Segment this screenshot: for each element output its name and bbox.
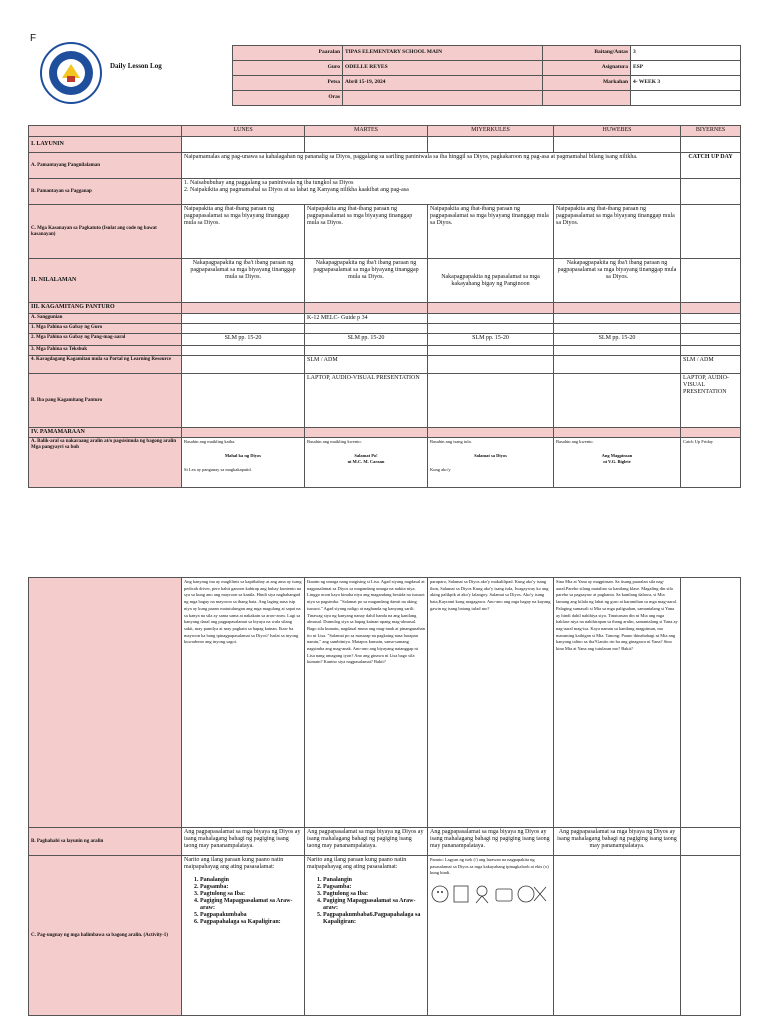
guro-value: ODELLE REYES — [343, 61, 543, 76]
page-marker: F — [30, 33, 37, 44]
list-item: 5. Pagpapakumbaba6.Pagpapahalaga sa Kapaligiran: — [323, 912, 425, 926]
catch-up-day: CATCH UP DAY — [681, 153, 741, 179]
asignatura-value: ESP — [631, 61, 741, 76]
paaralan-value: TIPAS ELEMENTARY SCHOOL MAIN — [343, 46, 543, 61]
doc-title: Daily Lesson Log — [110, 62, 162, 70]
day-martes: MARTES — [305, 126, 428, 137]
list-item: 4. Pagiging Mapagpasalamat sa Araw-araw: — [323, 898, 425, 912]
pamantayang-text: Naipamamalas ang pag-unawa sa kahalagahan ng pananalig sa Diyos, paggalang sa sariling paniniwala sa iba hinggil sa Diyos, pagkakaroon ng pag-asa at pagmamahal bilang isang nilikha. — [182, 153, 681, 179]
pag-uugnay-label: C. Pag-uugnay ng mga halimbawa sa bagong aralin. (Activity-1) — [29, 856, 182, 1016]
iba-martes: LAPTOP, AUDIO-VISUAL PRESENTATION — [305, 374, 428, 428]
story-lunes: Ang kanyang ina ay maglilinis sa kapitbahay at ang ama ay isang pedicab driver, pero kahit ganoon kahirap ang buhay kuntento na sya sa kung ano ang mayroon sa kanila. Hindi siya naghahangad ng mga bagay na mayroon sa ibang bata. Ang laging nasa isip niya ay kung paano matutulungan ang mga magulang at sapat na sa kanya na sila ay sama sama at nakakain sa araw-araw. Lagi sa kanyang dasal ang pagpapasalamat sa biyaya na wala silang sakit, may pamilya at may pagkain sa hapag kainan. Ikaw ba mayroon ka bang ipinagpapasalamat sa Diyos? Isulat sa inyong kuwaderno ang inyong sagot. — [182, 578, 305, 828]
pag-uugnay-lunes-intro: Narito ang ilang paraan kung paano natin maipapahayag ang ating pasasalamat: — [184, 857, 284, 870]
balik-martes — [305, 438, 428, 488]
balik-martes-intro: Basahin ang maikling kwento. — [307, 439, 362, 444]
story-miyerkules: paruparo, Salamat sa Diyos ako'y makalilipad. Kung ako'y isang ibon, Salamat sa Diyos Kung ako'y isang isda, Iwagayway ko ang aking palikpik at ako'y lalangoy. Salamat sa Diyos. Ako'y isang bata,Kayrami kong magagawa. Ano-ano ang mga bagay na kayang gawin ng isang batang tulad mo? — [428, 578, 554, 828]
list-item: 2. Pagsamba: — [323, 884, 425, 891]
kasanayan-huwebes: Naipapakita ang ibat-ibang paraan ng pagpapasalamat sa mga biyayang tinanggap mula sa Diyos. — [554, 205, 681, 259]
day-biyernes: BIYERNES — [681, 126, 741, 137]
corner-cell — [29, 126, 182, 137]
paaralan-label: Paaralan — [233, 46, 343, 61]
portal-martes: SLM / ADM — [305, 356, 428, 374]
paghahabi-martes: Ang pagpapasalamat sa mga biyaya ng Diyos ay isang mahalagang bahagi ng pagiging isang taong may pananampalataya. — [305, 828, 428, 856]
pagganap-text — [182, 179, 681, 205]
balik-huw-author: ni V.G. Biglete — [603, 459, 631, 464]
oras-label: Oras — [233, 91, 343, 106]
sanggunian-label: A. Sanggunian — [29, 314, 182, 324]
iba-label: B. Iba pang Kagamitang Panturo — [29, 374, 182, 428]
petsa-label: Petsa — [233, 76, 343, 91]
paghahabi-lunes: Ang pagpapasalamat sa mga biyaya ng Diyos ay isang mahalagang bahagi ng pagiging isang taong may pananampalataya. — [182, 828, 305, 856]
empty-cell — [631, 91, 741, 106]
pamantayang-label: A. Pamantayang Pangnilalaman — [29, 153, 182, 179]
activity-pictures-image — [430, 881, 548, 907]
pasasalamat-list-lunes — [184, 877, 302, 926]
pag-uugnay-martes — [305, 856, 428, 1016]
nilalaman-heading: II. NILALAMAN — [29, 259, 182, 303]
nilalaman-lunes: Nakapagpapakita ng iba't ibang paraan ng pagpapasalamat sa mga biyayang tinanggap mula sa Diyos. — [182, 259, 305, 303]
list-item: 4. Pagiging Mapagpasalamat sa Araw-araw: — [200, 898, 302, 912]
balik-lunes-title: Mahal ka ng Diyos — [224, 453, 262, 458]
story-row-label — [29, 578, 182, 828]
pag-uugnay-martes-intro: Narito ang ilang paraan kung paano natin maipapahayag ang ating pasasalamat: — [307, 857, 407, 870]
list-item: 6. Pagpapahalaga sa Kapaligiran: — [200, 919, 302, 926]
kasanayan-label: C. Mga Kasanayan sa Pagkatuto (Isulat ang code ng bawat kasanayan) — [29, 205, 182, 259]
markahan-value: 4- WEEK 3 — [631, 76, 741, 91]
pag-uugnay-lunes — [182, 856, 305, 1016]
list-item: 5. Pagpapakumbaba — [200, 912, 302, 919]
header-info-table — [232, 45, 741, 106]
story-martes: Ikaaim ng umaga nang magising si Lisa. Agad siyang nagdasal at nagpasalamat sa Diyos sa magandang umaga na nakita niya. Linggo noon kaya kinuha niya ang magandang bestida na isusuot niya sa pagsimba. "Salamat po sa magandang damit na aking isusuot." Agad siyang naligo at naghanda ng kanyang sarili. Tinawag siya ng kanyang nanay dahil handa na ang kanilang almusal. Dumulog siya sa hapag kainan upang mag-almusal. Bago sila kumain, nagdasal muna ang mag-anak at pinangunahan ito ni Lisa. "Salamat po sa masarap na pagkaing nasa harapan namin," ang sambitniya. Matapos kumain, sama-samang nagsimba ang mag-anak. Ano-ano ang biyayang natanggap ni Lisa nang umagang iyon? Ano ang ginawa ni Lisa bago sila kumain? Kanino siya nagpasalamat? Bakit? — [305, 578, 428, 828]
pagganap-label: B. Pamantayan sa Pagganap — [29, 179, 182, 205]
nilalaman-huwebes: Nakapagpapakita ng iba't ibang paraan ng pagpapasalamat sa mga biyayang tinanggap mula sa Diyos. — [554, 259, 681, 303]
balik-aral-label: A. Balik-aral sa nakaraang aralin at/o pagsisimula ng bagong aralin Mga pangyayri sa buh — [29, 438, 182, 488]
markahan-label: Markahan — [543, 76, 631, 91]
list-item: 1. Panalangin — [200, 877, 302, 884]
empty-cell — [543, 91, 631, 106]
kasanayan-miyerkules: Naipapakita ang ibat-ibang paraan ng pagpapasalamat sa mga biyayang tinanggap mula sa Diyos. — [428, 205, 554, 259]
guro-label: Guro — [233, 61, 343, 76]
pasasalamat-list-martes — [307, 877, 425, 926]
kasanayan-lunes: Naipapakita ang ibat-ibang paraan ng pagpapasalamat sa mga biyayang tinanggap mula sa Diyos. — [182, 205, 305, 259]
dll-table-page1 — [28, 125, 741, 488]
balik-huwebes — [554, 438, 681, 488]
sanggunian-martes: K-12 MELC- Guide p 34 — [305, 314, 428, 324]
list-item: 3. Pagtulong sa Iba: — [323, 891, 425, 898]
day-lunes: LUNES — [182, 126, 305, 137]
list-item: 2. Pagsamba: — [200, 884, 302, 891]
petsa-value: Abril 15-19, 2024 — [343, 76, 543, 91]
layunin-heading: I. LAYUNIN — [29, 137, 182, 153]
balik-miy-intro: Basahin ang isang tula. — [430, 439, 472, 444]
portal-biyernes: SLM / ADM — [681, 356, 741, 374]
day-miyerkules: MIYERKULES — [428, 126, 554, 137]
asignatura-label: Asignatura — [543, 61, 631, 76]
paghahabi-huwebes: Ang pagpapasalamat sa mga biyaya ng Diyos ay isang mahalagang bahagi ng pagiging isang taong may pananampalataya. — [554, 828, 681, 856]
baitang-label: Baitang/Antas — [543, 46, 631, 61]
balik-miy-line: Kung ako'y — [430, 467, 451, 472]
slm-martes: SLM pp. 15-20 — [305, 334, 428, 346]
pagganap-item-1: 1. Naisabubuhay ang paggalang sa paniniwala ng iba tungkol sa Diyos — [184, 180, 354, 186]
baitang-value: 3 — [631, 46, 741, 61]
nilalaman-martes: Nakapagpapakita ng iba't ibang paraan ng pagpapasalamat sa mga biyayang tinanggap mula sa Diyos. — [305, 259, 428, 303]
slm-huwebes: SLM pp. 15-20 — [554, 334, 681, 346]
day-huwebes: HUWEBES — [554, 126, 681, 137]
teksbuk-label: 3. Mga Pahina sa Teksbuk — [29, 346, 182, 356]
deped-seal-logo — [40, 42, 102, 104]
balik-lunes-line: Si Lea ay panganay sa magkakapatid. — [184, 467, 252, 472]
list-item: 1. Panalangin — [323, 877, 425, 884]
story-huwebes: Sina Mia at Yana ay magpinsan. Sa iisang paaralan sila nag-aaral.Pareho silang matalino sa kanilang klase. Magaling din sila pareho sa pagsayaw at pagkanta. Sa kanilang dalawa, si Mia lamang ang kilala ng lahat ng guro at karamihan sa mga mag-aaral. Palaging sumasali si Mia sa mga paligsahan, samantalang si Yana ay hindi dahil nahihiya siya. Tinuturuan din ni Mia ang mga kaklase niya na nahihirapan sa ibang aralin, samantalang si Yana ay nag-aaral mag-isa. Kaya naman sa kanilang magpinsan, ma maraming kaibigan si Mia. Tanong: Paano ibinabahagi ni Mia ang kanyang talino sa iba?Ganito rin ba ang ginagawa ni Yana? Sino kina Mia at Yana ang tutularan mo? Bakit? — [554, 578, 681, 828]
kasanayan-martes: Naipapakita ang ibat-ibang paraan ng pagpapasalamat sa mga biyayang tinanggap mula sa Diyos. — [305, 205, 428, 259]
pag-uugnay-miyerkules — [428, 856, 554, 1016]
portal-label: 4. Karagdagang Kagamitan mula sa Portal ng Learning Resource — [29, 356, 182, 374]
balik-lunes-intro: Basahin ang maikling katha. — [184, 439, 236, 444]
nilalaman-miyerkules: Nakapagpapakita ng papasalamat sa mga kakayahang bigay ng Panginoon — [428, 259, 554, 303]
pamamaraan-heading: IV. PAMAMARAAN — [29, 428, 182, 438]
balik-martes-title: Salamat Po! — [354, 453, 378, 458]
balik-miy-title: Salamat sa Diyos — [474, 453, 507, 458]
list-item: 3. Pagtulong sa Iba: — [200, 891, 302, 898]
balik-huw-intro: Basahin ang kwento. — [556, 439, 594, 444]
slm-lunes: SLM pp. 15-20 — [182, 334, 305, 346]
balik-miyerkules — [428, 438, 554, 488]
pagganap-item-2: 2. Naipakikita ang pagmamahal sa Diyos at sa lahat ng Kanyang nilikha kaakibat ang pag-asa — [184, 187, 409, 193]
balik-biyernes: Catch Up Friday — [681, 438, 741, 488]
panuto-miy: Panuto: Lagyan ng tsek (/) ang larawan na nagpapakita ng pasasalamat sa Diyos sa mga kakayahang ipinagkaloob at ekis (x) kung hindi. — [430, 857, 549, 876]
balik-huw-title: Ang Magpinsan — [601, 453, 633, 458]
paghahabi-miyerkules: Ang pagpapasalamat sa mga biyaya ng Diyos ay isang mahalagang bahagi ng pagiging isang taong may pananampalataya. — [428, 828, 554, 856]
balik-martes-author: ni M.C. M. Caraan — [347, 459, 385, 464]
slm-miyerkules: SLM pp. 15-20 — [428, 334, 554, 346]
iba-biyernes: LAPTOP, AUDIO-VISUAL PRESENTATION — [681, 374, 741, 428]
gabay-guro-label: 1. Mga Pahina sa Gabay ng Guro — [29, 324, 182, 334]
oras-value — [343, 91, 543, 106]
gabay-aaral-label: 2. Mga Pahina sa Gabay ng Pang-mag-aaral — [29, 334, 182, 346]
kagamitan-heading: III. KAGAMITANG PANTURO — [29, 303, 182, 314]
balik-lunes — [182, 438, 305, 488]
paghahabi-label: B. Paghahabi sa layunin ng aralin — [29, 828, 182, 856]
dll-table-page2 — [28, 577, 741, 1016]
